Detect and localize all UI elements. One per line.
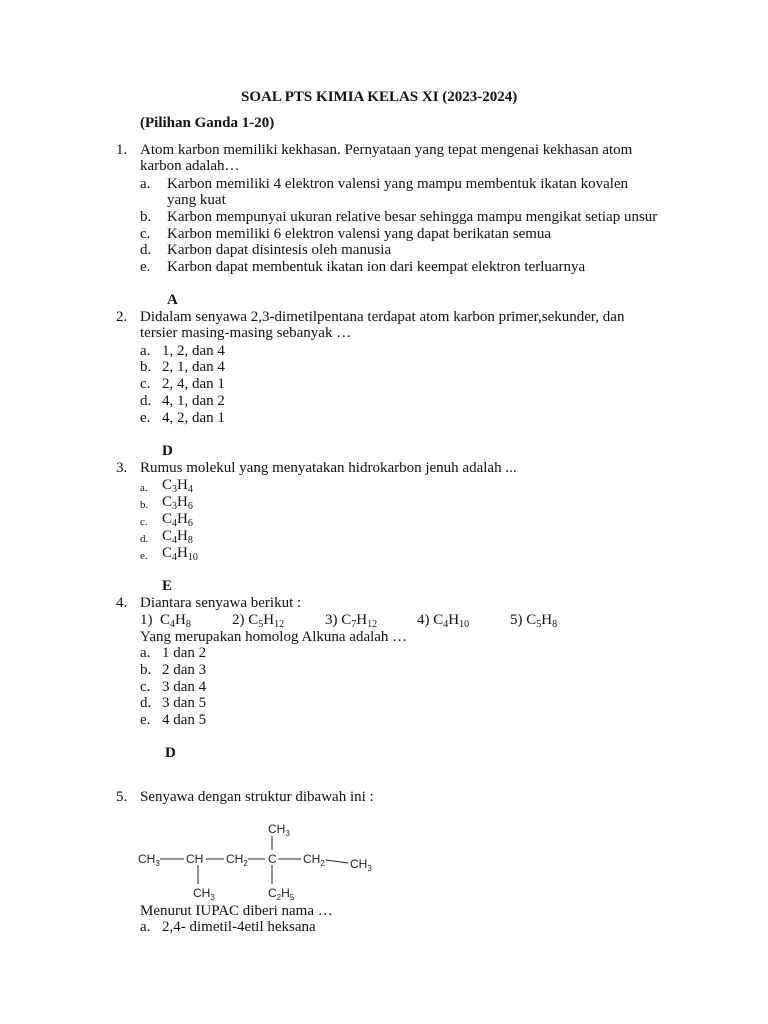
c-quaternary: C [268, 852, 277, 866]
compound-2: 2) $C_5H_{12}$ [232, 612, 285, 630]
option-e: 4 dan 5 [162, 712, 207, 728]
page-title: SOAL PTS KIMIA KELAS XI (2023-2024) [241, 89, 518, 105]
option-a: 2,4- dimetil-4etil heksana [162, 919, 316, 935]
question-text: Menurut IUPAC diberi nama … [140, 903, 333, 919]
option-e: Karbon dapat membentuk ikatan ion dari keempat elektron terluarnya [167, 259, 586, 275]
ch-group: CH [186, 852, 204, 866]
question-number: 4. [116, 595, 128, 611]
option-letter: d. [140, 393, 152, 409]
option-a-formula: $C_3H_4$ [162, 477, 193, 495]
question-text: Didalam senyawa 2,3-dimetilpentana terdapat atom karbon primer,sekunder, dan [140, 309, 625, 325]
option-b-formula: $C_3H_6$ [162, 494, 193, 512]
option-letter: a. [140, 176, 151, 192]
question-number: 5. [116, 789, 128, 805]
question-text: tersier masing-masing sebanyak … [140, 325, 352, 341]
option-letter: e. [140, 712, 151, 728]
option-a: Karbon memiliki 4 elektron valensi yang mampu membentuk ikatan kovalen [167, 176, 629, 192]
option-letter: b. [140, 662, 152, 678]
question-text: Senyawa dengan struktur dibawah ini : [140, 789, 374, 805]
option-letter: b. [140, 499, 149, 511]
option-b: 2 dan 3 [162, 662, 207, 678]
ch2-group: $CH_2$ [303, 852, 325, 868]
ch2-group: $CH_2$ [226, 852, 248, 868]
option-letter: a. [140, 919, 151, 935]
answer-key: D [162, 443, 173, 459]
question-number: 1. [116, 142, 128, 158]
option-e-formula: $C_4H_{10}$ [162, 545, 198, 563]
compound-1: 1) $C_4H_8$ [140, 612, 191, 630]
compound-3: 3) $C_7H_{12}$ [325, 612, 378, 630]
option-e: 4, 2, dan 1 [162, 410, 225, 426]
compound-5: 5) $C_5H_8$ [510, 612, 558, 630]
option-letter: c. [140, 679, 151, 695]
option-letter: e. [140, 410, 151, 426]
option-c: 2, 4, dan 1 [162, 376, 225, 392]
option-letter: b. [140, 209, 152, 225]
answer-key: A [167, 292, 178, 308]
option-a: 1, 2, dan 4 [162, 343, 225, 359]
ch3-right: $CH_3$ [350, 857, 372, 873]
option-letter: a. [140, 482, 148, 494]
option-letter: c. [140, 226, 151, 242]
option-letter: c. [140, 516, 148, 528]
structural-formula [138, 820, 388, 905]
question-text: Rumus molekul yang menyatakan hidrokarbon jenuh adalah ... [140, 460, 517, 476]
question-number: 2. [116, 309, 128, 325]
option-letter: d. [140, 242, 152, 258]
option-d: Karbon dapat disintesis oleh manusia [167, 242, 392, 258]
answer-key: D [165, 745, 176, 761]
option-d-formula: $C_4H_8$ [162, 528, 193, 546]
option-c: 3 dan 4 [162, 679, 207, 695]
ch3-left: $CH_3$ [138, 852, 160, 868]
question-text: Atom karbon memiliki kekhasan. Pernyataan yang tepat mengenai kekhasan atom [140, 142, 633, 158]
option-d: 4, 1, dan 2 [162, 393, 225, 409]
option-letter: c. [140, 376, 151, 392]
option-letter: e. [140, 550, 148, 562]
ethyl-group: $C_2H_5$ [268, 886, 295, 902]
option-a: 1 dan 2 [162, 645, 207, 661]
ch3-bottom: $CH_3$ [193, 886, 215, 902]
option-c-formula: $C_4H_6$ [162, 511, 193, 529]
compound-4: 4) $C_4H_{10}$ [417, 612, 470, 630]
question-text: karbon adalah… [140, 158, 240, 174]
question-text: Diantara senyawa berikut : [140, 595, 302, 611]
structural-formula-svg [138, 820, 388, 905]
question-text: Yang merupakan homolog Alkuna adalah … [140, 629, 408, 645]
option-b: Karbon mempunyai ukuran relative besar sehingga mampu mengikat setiap unsur [167, 209, 658, 225]
option-letter: d. [140, 695, 152, 711]
answer-key: E [162, 578, 173, 594]
option-b: 2, 1, dan 4 [162, 359, 225, 375]
option-a: yang kuat [167, 192, 226, 208]
option-letter: d. [140, 533, 149, 545]
option-letter: a. [140, 645, 151, 661]
section-heading: (Pilihan Ganda 1-20) [140, 115, 275, 131]
ch3-top: $CH_3$ [268, 822, 290, 838]
option-c: Karbon memiliki 6 elektron valensi yang dapat berikatan semua [167, 226, 552, 242]
option-letter: e. [140, 259, 151, 275]
question-number: 3. [116, 460, 128, 476]
option-letter: b. [140, 359, 152, 375]
option-d: 3 dan 5 [162, 695, 207, 711]
option-letter: a. [140, 343, 151, 359]
